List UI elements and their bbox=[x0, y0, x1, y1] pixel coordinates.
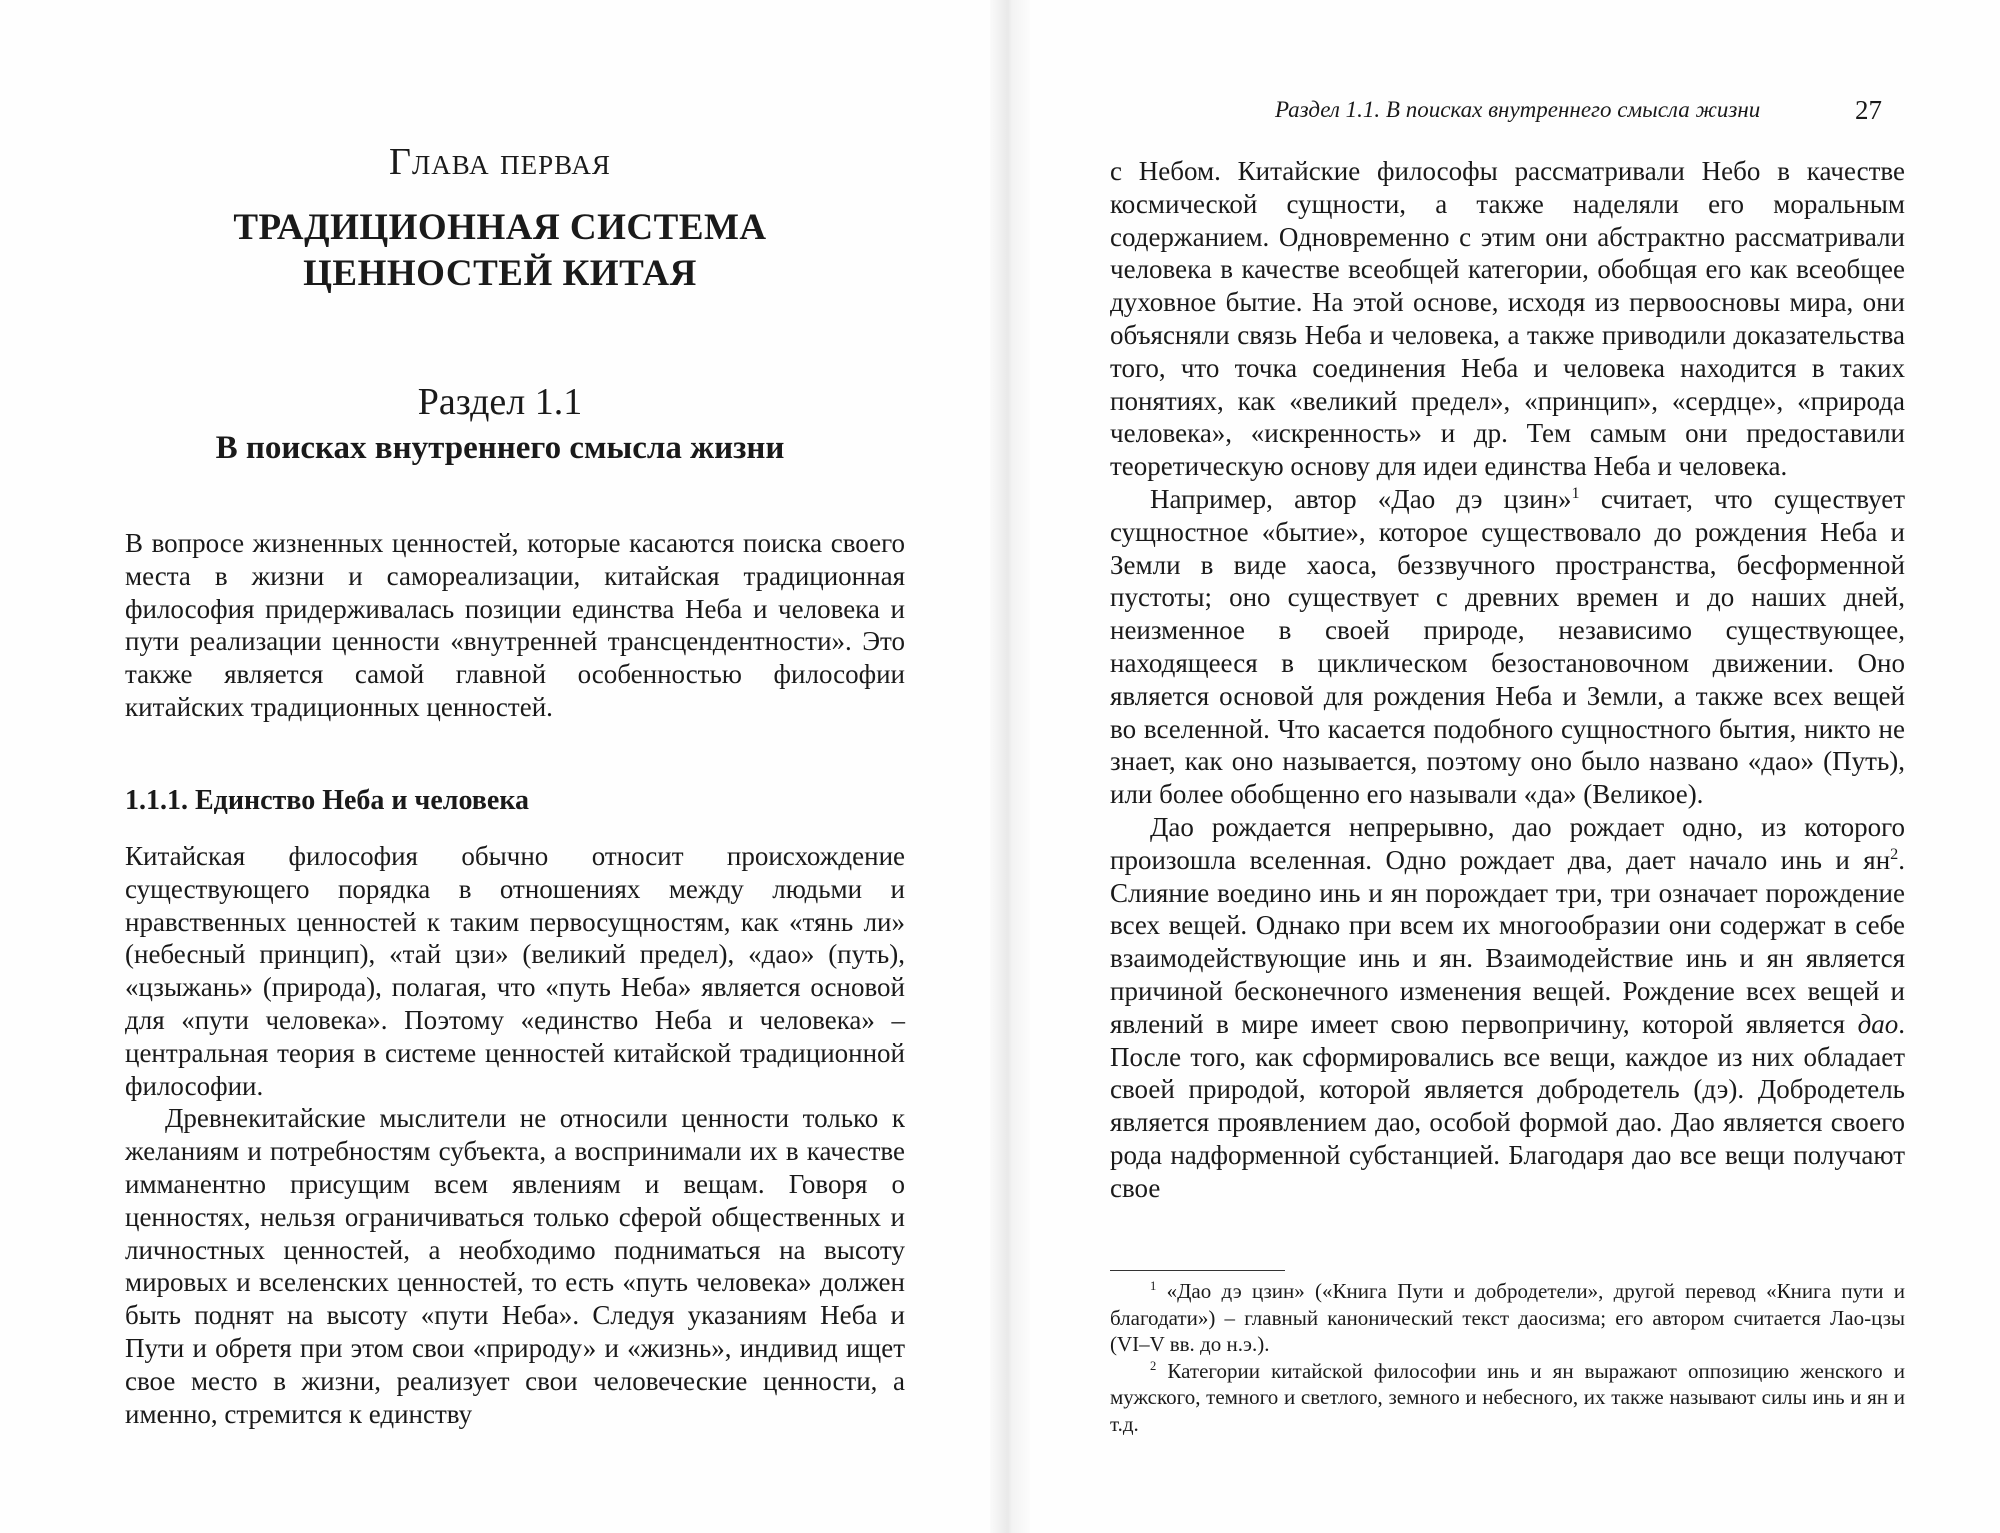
footnote bbox=[1110, 1358, 1905, 1438]
footnotes bbox=[1110, 1278, 1905, 1437]
footnote-marker: 1 bbox=[1571, 483, 1580, 502]
body-paragraph: с Небом. Китайские философы рассматривали Небо в качестве космической сущности, а также наделяли его моральным содержанием. Одновременно с этим они абстрактно рассматривали человека в качестве всеобщей категории, обобщая его как всеобщее духовное бытие. На этой основе, исходя из первоосновы мира, они объясняли связь Неба и человека, а также приводили доказательства того, что точка соединения Неба и человека находится в таких понятиях, как «великий предел», «принцип», «сердце», «природа человека», «искренность» и др. Тем самым они предоставили теоретическую основу для идеи единства Неба и человека. bbox=[1110, 156, 1905, 482]
right-page bbox=[1020, 0, 2000, 1533]
footnote-divider bbox=[1110, 1270, 1285, 1271]
chapter-title bbox=[0, 205, 1000, 297]
body-paragraph: Китайская философия обычно относит происхождение существующего порядка в отношениях между людьми и нравственных ценностей к таким первосущностям, как «тянь ли» (небесный принцип), «тай цзи» (великий предел), «дао» (путь), «цзыжань» (природа), полагая, что «путь Неба» является основой для «пути человека». Поэтому «единство Неба и человека» – центральная теория в системе ценностей китайской традиционной философии. bbox=[125, 841, 905, 1101]
running-head: Раздел 1.1. В поисках внутреннего смысла жизни bbox=[1275, 97, 1761, 122]
footnote-marker: 2 bbox=[1890, 844, 1899, 863]
body-paragraph bbox=[1110, 483, 1905, 811]
paragraph-text: Дао рождается непрерывно, дао рождает одно, из которого произошла вселенная. Одно рождает два, дает начало инь и ян bbox=[1110, 811, 1905, 875]
paragraph-text: . После того, как сформировались все вещи, каждое из них обладает своей природой, которой является добродетель (дэ). Добродетель является проявлением дао, особой формой дао. Дао является своего рода надформенной субстанцией. Благодаря дао все вещи получают свое bbox=[1110, 1008, 1905, 1203]
footnote bbox=[1110, 1278, 1905, 1358]
intro-paragraph-block bbox=[125, 527, 905, 724]
page-number: 27 bbox=[1855, 95, 1882, 125]
footnote-text: Категории китайской философии инь и ян выражают оппозицию женского и мужского, темного и светлого, земного и небесного, их также называют силы инь и ян и т.д. bbox=[1110, 1358, 1905, 1436]
paragraph-text: считает, что существует сущностное «бытие», которое существовало до рождения Неба и Земли в виде хаоса, беззвучного пространства, бесформенной пустоты; оно существует с древних времен и до наших дней, неизменное в своей природе, независимо существующее, находящееся в циклическом безостановочном движении. Оно является основой для рождения Неба и Земли, а также всех вещей во вселенной. Что касается подобного сущностного бытия, никто не знает, как оно называется, поэтому оно было названо «дао» (Путь), или более обобщенно его называли «да» (Великое). bbox=[1110, 483, 1905, 810]
chapter-title-line-1: ТРАДИЦИОННАЯ СИСТЕМА bbox=[233, 207, 767, 248]
footnote-number: 1 bbox=[1150, 1279, 1157, 1293]
italic-term: дао bbox=[1857, 1008, 1899, 1039]
body-paragraph: Древнекитайские мыслители не относили ценности только к желаниям и потребностям субъекта, а воспринимали их в качестве имманентно присущим всем явлениям и вещам. Говоря о ценностях, нельзя ограничиваться только сферой общественных и личностных ценностей, а необходимо подниматься на высоту мировых и вселенских ценностей, то есть «путь человека» должен быть поднят на высоту «пути Неба». Следуя указаниям Неба и Пути и обретя при этом свои «природу» и «жизнь», индивид ищет свое место в жизни, реализует свои человеческие ценности, а именно, стремится к единству bbox=[125, 1103, 905, 1429]
section-label: Раздел 1.1 bbox=[417, 381, 583, 423]
paragraph-text: . Слияние воедино инь и ян порождает три, три означает порождение всех вещей. Однако при всем их многообразии они содержат в себе взаимодействующие инь и ян. Взаимодействие инь и ян является причиной бесконечного изменения вещей. Рождение всех вещей и явлений в мире имеет свою первопричину, которой является bbox=[1110, 844, 1905, 1039]
subsection-title: 1.1.1. Единство Неба и человека bbox=[125, 785, 530, 816]
chapter-label: Глава первая bbox=[389, 141, 611, 183]
chapter-title-line-2: ЦЕННОСТЕЙ КИТАЯ bbox=[303, 253, 697, 294]
paragraph-text: Например, автор «Дао дэ цзин» bbox=[1150, 483, 1572, 514]
section-title: В поисках внутреннего смысла жизни bbox=[215, 430, 785, 466]
body-paragraph bbox=[1110, 811, 1905, 1205]
footnote-text: «Дао дэ цзин» («Книга Пути и добродетели», другой перевод «Книга пути и благодати») – главный канонический текст даосизма; его автором считается Лао-цзы (VI–V вв. до н.э.). bbox=[1110, 1279, 1905, 1356]
intro-paragraph: В вопросе жизненных ценностей, которые касаются поиска своего места в жизни и самореализации, китайская традиционная философия придерживалась позиции единства Неба и человека и пути реализации ценности «внутренней трансцендентности». Это также является самой главной особенностью философии китайских традиционных ценностей. bbox=[125, 528, 905, 722]
left-body-text bbox=[125, 840, 905, 1430]
right-body-text bbox=[1110, 155, 1905, 1205]
footnote-number: 2 bbox=[1150, 1358, 1157, 1373]
